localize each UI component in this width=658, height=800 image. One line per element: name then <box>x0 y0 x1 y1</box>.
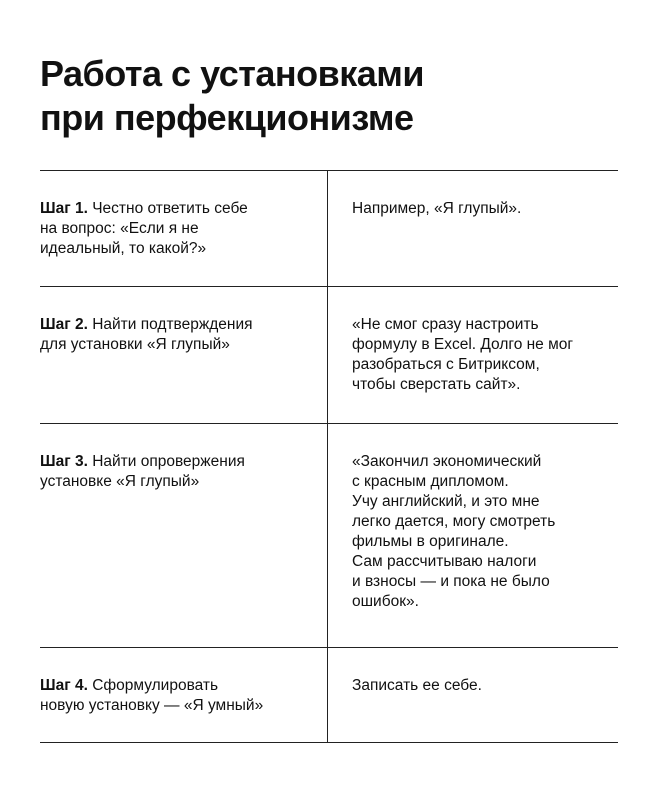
step-description <box>40 287 328 423</box>
step-text: Честно ответить себе <box>92 200 248 217</box>
step-text: для установки «Я глупый» <box>40 336 230 353</box>
step-description <box>40 648 328 742</box>
example-text: Записать ее себе. <box>352 677 482 694</box>
step-text: новую установку — «Я умный» <box>40 697 264 714</box>
title-line: Работа с установками <box>40 53 425 94</box>
example-text: ошибок». <box>352 593 419 610</box>
step-description <box>40 424 328 647</box>
steps-table <box>40 170 618 743</box>
step-text: Найти опровержения <box>92 453 245 470</box>
step-text: установке «Я глупый» <box>40 473 200 490</box>
example-text: Сам рассчитываю налоги <box>352 553 537 570</box>
step-line <box>40 676 309 696</box>
step-example <box>328 648 618 742</box>
table-row <box>40 287 618 424</box>
step-label: Шаг 1. <box>40 200 88 217</box>
example-text: Учу английский, и это мне <box>352 493 540 510</box>
step-text: на вопрос: «Если я не <box>40 220 199 237</box>
title-line: при перфекционизме <box>40 97 414 138</box>
example-text: фильмы в оригинале. <box>352 533 509 550</box>
step-label: Шаг 3. <box>40 453 88 470</box>
example-text: формулу в Excel. Долго не мог <box>352 336 574 353</box>
example-text: Например, «Я глупый». <box>352 200 522 217</box>
example-text: и взносы — и пока не было <box>352 573 550 590</box>
table-row <box>40 424 618 648</box>
step-line <box>40 315 309 335</box>
step-text: Найти подтверждения <box>92 316 253 333</box>
step-label: Шаг 2. <box>40 316 88 333</box>
table-row <box>40 648 618 743</box>
example-text: «Не смог сразу настроить <box>352 316 539 333</box>
step-description <box>40 171 328 286</box>
table-row <box>40 171 618 287</box>
example-text: легко дается, могу смотреть <box>352 513 556 530</box>
step-example <box>328 424 618 647</box>
step-label: Шаг 4. <box>40 677 88 694</box>
step-example <box>328 287 618 423</box>
example-text: чтобы сверстать сайт». <box>352 376 521 393</box>
example-text: с красным дипломом. <box>352 473 509 490</box>
step-line <box>40 452 309 472</box>
step-example <box>328 171 618 286</box>
example-text: «Закончил экономический <box>352 453 542 470</box>
page-title <box>40 52 630 140</box>
step-text: идеальный, то какой?» <box>40 240 207 257</box>
example-text: разобраться с Битриксом, <box>352 356 540 373</box>
step-text: Сформулировать <box>92 677 219 694</box>
step-line <box>40 199 309 219</box>
